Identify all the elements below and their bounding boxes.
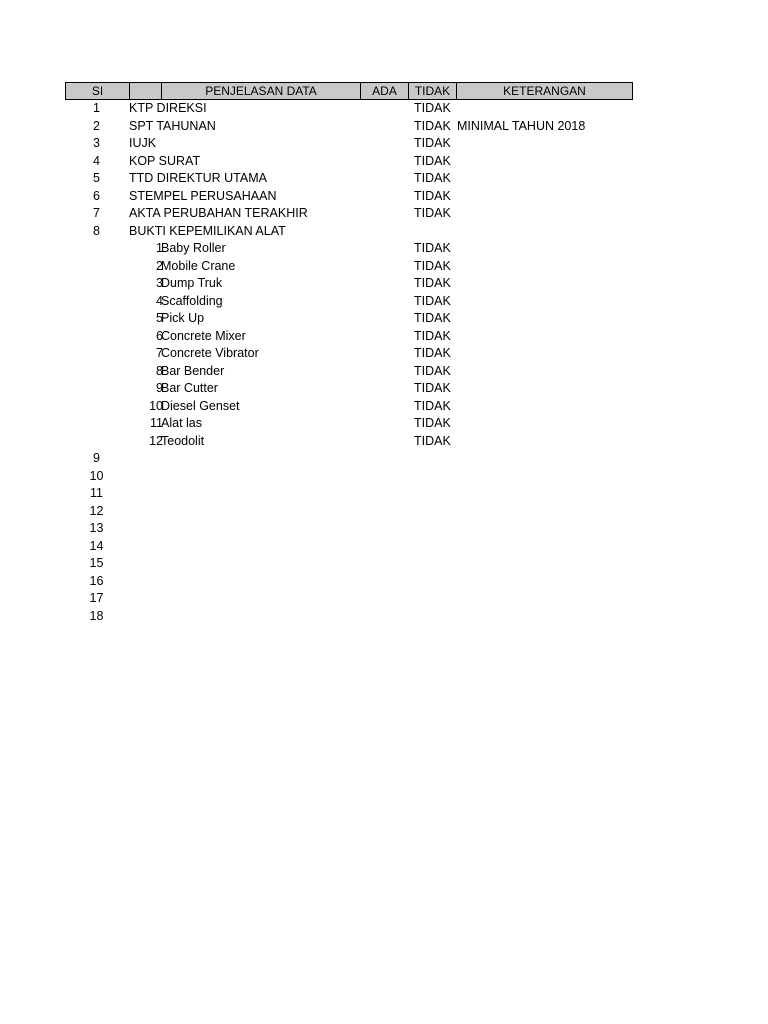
table-row — [65, 118, 633, 136]
empty-row — [65, 450, 633, 468]
sub-row-description: Alat las — [161, 416, 202, 430]
row-number: 11 — [90, 486, 103, 500]
row-number: 9 — [93, 451, 100, 465]
row-tidak: TIDAK — [414, 206, 451, 220]
sub-row — [65, 398, 633, 416]
table-header — [65, 82, 633, 100]
sub-row-description: Mobile Crane — [161, 258, 236, 273]
row-description: AKTA PERUBAHAN TERAKHIR — [129, 206, 308, 220]
sub-row-description: Scaffolding — [161, 293, 223, 308]
sub-row-tidak: TIDAK — [414, 293, 451, 308]
header-sub-no — [130, 83, 162, 99]
header-ada: ADA — [361, 83, 409, 99]
sub-row-number: 3 — [156, 276, 163, 290]
empty-row — [65, 485, 633, 503]
empty-row — [65, 538, 633, 556]
sub-row-number: 7 — [156, 346, 163, 360]
empty-row — [65, 590, 633, 608]
empty-row — [65, 608, 633, 626]
sub-row-description: Teodolit — [161, 433, 205, 448]
header-no: SI — [66, 83, 130, 99]
table-row — [65, 135, 633, 153]
empty-row — [65, 503, 633, 521]
sub-row-tidak: TIDAK — [414, 381, 451, 395]
sub-row-description: Concrete Mixer — [161, 328, 246, 343]
row-description: KTP DIREKSI — [129, 101, 207, 115]
row-number: 6 — [93, 188, 100, 203]
sub-row-tidak: TIDAK — [414, 363, 451, 378]
row-tidak: TIDAK — [414, 136, 451, 150]
row-number: 8 — [93, 223, 100, 238]
sub-row — [65, 275, 633, 293]
empty-row — [65, 468, 633, 486]
table-row — [65, 188, 633, 206]
row-number: 15 — [89, 556, 104, 570]
row-number: 12 — [89, 503, 104, 518]
sub-row — [65, 328, 633, 346]
header-description: PENJELASAN DATA — [162, 83, 361, 99]
sub-row — [65, 258, 633, 276]
sub-row — [65, 240, 633, 258]
sub-row-number: 10 — [149, 398, 163, 413]
row-number: 10 — [89, 468, 104, 483]
sub-row-number: 6 — [156, 328, 163, 343]
sub-row-tidak: TIDAK — [414, 416, 451, 430]
row-number: 16 — [89, 573, 104, 588]
row-description: KOP SURAT — [129, 153, 201, 168]
sub-row-tidak: TIDAK — [414, 398, 451, 413]
row-number: 7 — [93, 206, 100, 220]
sub-row-description: Pick Up — [161, 311, 205, 325]
row-number: 2 — [93, 118, 100, 133]
sub-row-tidak: TIDAK — [414, 276, 451, 290]
table-row — [65, 170, 633, 188]
empty-row — [65, 520, 633, 538]
row-tidak: TIDAK — [414, 153, 451, 168]
sub-row-description: Diesel Genset — [161, 398, 240, 413]
row-number: 4 — [93, 153, 100, 168]
sub-row — [65, 345, 633, 363]
row-description: BUKTI KEPEMILIKAN ALAT — [129, 223, 286, 238]
row-tidak: TIDAK — [414, 118, 451, 133]
sub-row-number: 5 — [156, 311, 163, 325]
row-description: STEMPEL PERUSAHAAN — [129, 188, 277, 203]
header-keterangan: KETERANGAN — [503, 84, 586, 98]
sub-row-description: Bar Bender — [161, 363, 225, 378]
table-row — [65, 223, 633, 241]
empty-row — [65, 555, 633, 573]
sub-row — [65, 363, 633, 381]
header-tidak: TIDAK — [409, 83, 457, 99]
row-tidak: TIDAK — [414, 171, 451, 185]
table-row — [65, 153, 633, 171]
sub-row-number: 8 — [156, 363, 163, 378]
sub-row-description: Bar Cutter — [161, 381, 218, 395]
sub-row-number: 2 — [156, 258, 163, 273]
sub-row-description: Dump Truk — [161, 276, 223, 290]
table-row — [65, 100, 633, 118]
sub-row-tidak: TIDAK — [414, 258, 451, 273]
sub-row-number: 12 — [149, 433, 163, 448]
sub-row-tidak: TIDAK — [414, 241, 451, 255]
row-tidak: TIDAK — [414, 188, 451, 203]
sub-row-number: 1 — [156, 241, 163, 255]
sub-row — [65, 293, 633, 311]
sub-row — [65, 310, 633, 328]
sub-row — [65, 380, 633, 398]
sub-row-number: 9 — [156, 381, 163, 395]
row-description: SPT TAHUNAN — [129, 118, 216, 133]
row-number: 3 — [93, 136, 100, 150]
row-number: 5 — [93, 171, 100, 185]
checklist-table — [65, 82, 633, 625]
sub-row — [65, 433, 633, 451]
sub-row-tidak: TIDAK — [414, 433, 451, 448]
sub-row-description: Concrete Vibrator — [161, 346, 259, 360]
sub-row-tidak: TIDAK — [414, 311, 451, 325]
table-row — [65, 205, 633, 223]
row-number: 17 — [89, 591, 104, 605]
row-description: IUJK — [129, 136, 157, 150]
sub-row-tidak: TIDAK — [414, 346, 451, 360]
sub-row-description: Baby Roller — [161, 241, 226, 255]
row-tidak: TIDAK — [414, 101, 451, 115]
row-keterangan: MINIMAL TAHUN 2018 — [457, 118, 586, 133]
row-number: 14 — [89, 538, 104, 553]
sub-row — [65, 415, 633, 433]
sub-row-number: 11 — [150, 416, 163, 430]
row-description: TTD DIREKTUR UTAMA — [129, 171, 267, 185]
sub-row-number: 4 — [156, 293, 163, 308]
row-number: 13 — [89, 521, 104, 535]
empty-row — [65, 573, 633, 591]
sub-row-tidak: TIDAK — [414, 328, 451, 343]
row-number: 1 — [93, 101, 100, 115]
row-number: 18 — [89, 608, 104, 623]
